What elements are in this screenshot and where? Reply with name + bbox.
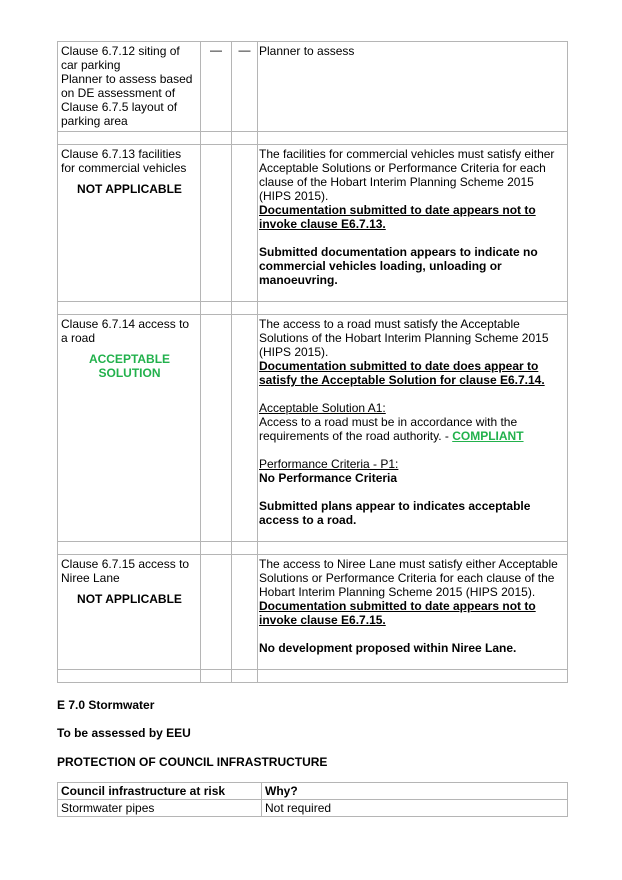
- eeu-note: To be assessed by EEU: [57, 726, 191, 740]
- empty-cell: [201, 315, 232, 542]
- status-label: ACCEPTABLE SOLUTION: [88, 352, 171, 380]
- clause-assessment-table: [57, 41, 568, 683]
- protection-heading: PROTECTION OF COUNCIL INFRASTRUCTURE: [57, 755, 328, 769]
- assessment-text: Planner to assess: [259, 44, 355, 58]
- status-label: NOT APPLICABLE: [77, 592, 182, 606]
- assessment-cell: [258, 555, 568, 670]
- assessment-cell: [258, 145, 568, 302]
- assessment-intro: The access to a road must satisfy the Acceptable Solutions of the Hobart Interim Planning Scheme 2015 (HIPS 2015).: [259, 317, 549, 359]
- clause-title: Clause 6.7.13 facilities for commercial vehicles: [61, 147, 187, 175]
- clause-title: Clause 6.7.14 access to a road: [61, 317, 190, 345]
- table-row: [58, 315, 568, 542]
- status-label: NOT APPLICABLE: [77, 182, 182, 196]
- table-header-row: [58, 783, 568, 800]
- clause-cell: [58, 145, 201, 302]
- assessment-intro: The facilities for commercial vehicles must satisfy either Acceptable Solutions or Performance Criteria for each clause of the Hobart Interim Planning Scheme 2015 (HIPS 2015).: [259, 147, 555, 203]
- infrastructure-table: [57, 782, 568, 817]
- table-row: [58, 145, 568, 302]
- clause-cell: [58, 42, 201, 132]
- assessment-intro: The access to Niree Lane must satisfy either Acceptable Solutions or Performance Criteria for each clause of the Hobart Interim Planning Scheme 2015 (HIPS 2015).: [259, 557, 558, 599]
- empty-cell: [232, 315, 258, 542]
- dash-cell: —: [201, 42, 232, 132]
- empty-cell: [201, 555, 232, 670]
- empty-cell: [201, 145, 232, 302]
- spacer-row: [58, 132, 568, 145]
- table-row: [58, 800, 568, 817]
- assessment-cell: [258, 42, 568, 132]
- stormwater-heading: E 7.0 Stormwater: [57, 698, 155, 712]
- clause-title: Clause 6.7.15 access to Niree Lane: [61, 557, 190, 585]
- documentation-note: Documentation submitted to date appears not to invoke clause E6.7.13.: [259, 203, 536, 231]
- table-cell: Not required: [262, 800, 568, 817]
- conclusion: No development proposed within Niree Lane.: [259, 641, 517, 655]
- acceptable-solution-title: Acceptable Solution A1:: [259, 401, 386, 415]
- clause-title: Clause 6.7.12 siting of car parking: [61, 44, 180, 72]
- spacer-row: [58, 670, 568, 683]
- clause-cell: [58, 555, 201, 670]
- performance-criteria-text: No Performance Criteria: [259, 471, 398, 485]
- compliance-result: COMPLIANT: [452, 429, 524, 443]
- dash-cell: —: [232, 42, 258, 132]
- table-cell: Stormwater pipes: [58, 800, 262, 817]
- spacer-row: [58, 542, 568, 555]
- column-header: Why?: [262, 783, 568, 800]
- conclusion: Submitted documentation appears to indicate no commercial vehicles loading, unloading or manoeuvring.: [259, 245, 538, 287]
- documentation-note: Documentation submitted to date does appear to satisfy the Acceptable Solution for clause E6.7.14.: [259, 359, 545, 387]
- documentation-note: Documentation submitted to date appears not to invoke clause E6.7.15.: [259, 599, 536, 627]
- performance-criteria-title: Performance Criteria - P1:: [259, 457, 399, 471]
- acceptable-solution-body: Access to a road must be in accordance with the requirements of the road authority. -: [259, 415, 518, 443]
- empty-cell: [232, 145, 258, 302]
- acceptable-solution-text: [259, 415, 565, 443]
- clause-note: Planner to assess based on DE assessment of Clause 6.7.5 layout of parking area: [61, 72, 193, 128]
- empty-cell: [232, 555, 258, 670]
- column-header: Council infrastructure at risk: [58, 783, 262, 800]
- conclusion: Submitted plans appear to indicates acceptable access to a road.: [259, 499, 531, 527]
- assessment-cell: [258, 315, 568, 542]
- clause-cell: [58, 315, 201, 542]
- table-row: [58, 42, 568, 132]
- table-row: [58, 555, 568, 670]
- spacer-row: [58, 302, 568, 315]
